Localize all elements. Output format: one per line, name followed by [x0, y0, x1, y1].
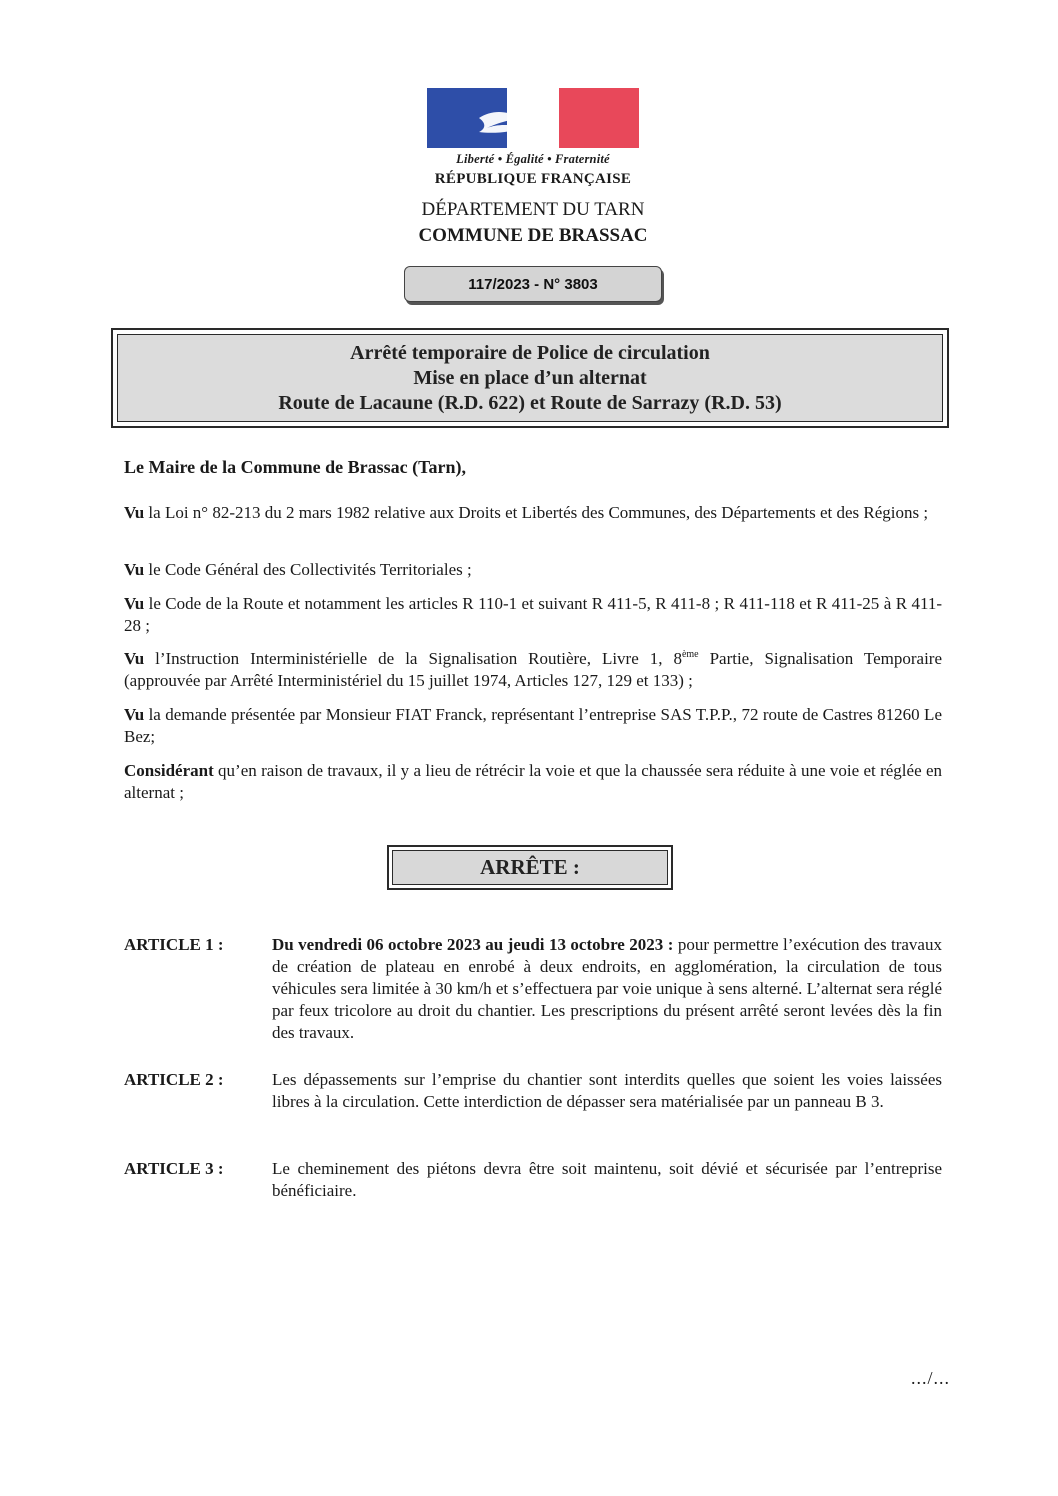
commune-name: COMMUNE DE BRASSAC [418, 225, 648, 246]
title-line-3: Route de Lacaune (R.D. 622) et Route de Sarrazy (R.D. 53) [278, 391, 782, 414]
consideration-text: la demande présentée par Monsieur FIAT Franck, représentant l’entreprise SAS T.P.P., 72 route de Castres 81260 Le Bez; [124, 705, 942, 746]
title-line-1: Arrêté temporaire de Police de circulation [350, 341, 710, 364]
article-text: Les dépassements sur l’emprise du chantier sont interdits quelles que soient les voies laissées libres à la circulation. Cette interdiction de dépasser sera matérialisée par un panneau B 3. [272, 1070, 942, 1111]
consideration-text: la Loi n° 82-213 du 2 mars 1982 relative aux Droits et Libertés des Communes, des Départements et des Régions ; [144, 503, 929, 522]
title-line-2: Mise en place d’un alternat [413, 366, 647, 389]
consideration-5 [124, 704, 942, 748]
consideration-keyword: Vu [124, 649, 145, 668]
article-3 [124, 1158, 942, 1202]
article-1 [124, 934, 942, 1044]
article-label: ARTICLE 3 : [124, 1159, 224, 1178]
consideration-keyword: Vu [124, 503, 145, 522]
reference-number-box [404, 266, 662, 302]
consideration-keyword: Considérant [124, 761, 214, 780]
decision-heading-box [387, 845, 673, 890]
mayor-intro: Le Maire de la Commune de Brassac (Tarn), [124, 457, 466, 477]
consideration-keyword: Vu [124, 705, 145, 724]
article-dates: Du vendredi 06 octobre 2023 au jeudi 13 octobre 2023 : [272, 935, 674, 954]
consideration-text: qu’en raison de travaux, il y a lieu de rétrécir la voie et que la chaussée sera réduite à une voie et réglée en alternat ; [124, 761, 942, 802]
consideration-keyword: Vu [124, 560, 145, 579]
marianne-logo [427, 88, 639, 148]
consideration-text: l’Instruction Interministérielle de la Signalisation Routière, Livre 1, 8 [144, 649, 682, 668]
page-continuation-marker: .../... [910, 1368, 950, 1388]
department-name: DÉPARTEMENT DU TARN [421, 199, 645, 220]
article-text: Le cheminement des piétons devra être soit maintenu, soit dévié et sécurisée par l’entreprise bénéficiaire. [272, 1159, 942, 1200]
ordinal-superscript: ème [681, 649, 699, 660]
consideration-4 [124, 648, 942, 692]
consideration-keyword: Vu [124, 594, 145, 613]
logo-red-band [559, 88, 639, 148]
decision-heading: ARRÊTE : [392, 850, 668, 885]
republic-motto: Liberté • Égalité • Fraternité [456, 152, 610, 166]
consideration-text-cont: Partie, Signalisation Temporaire (approuvée par Arrêté Interministériel du 15 juillet 1974, Articles 127, 129 et 133) ; [124, 649, 942, 690]
article-2 [124, 1069, 942, 1113]
consideration-2 [124, 559, 942, 581]
reference-number: 117/2023 - N° 3803 [468, 275, 598, 293]
article-label: ARTICLE 2 : [124, 1070, 224, 1089]
consideration-1 [124, 502, 942, 524]
consideration-text: le Code Général des Collectivités Territoriales ; [144, 560, 472, 579]
article-text [272, 934, 942, 1044]
article-body: pour permettre l’exécution des travaux de création de plateau en enrobé à deux endroits, en agglomération, la circulation de tous véhicules sera limitée à 30 km/h et s’effectuera par voie unique à sens alterné. L’alternat sera réglé par feux tricolore au droit du chantier. Les prescriptions du présent arrêté seront levées dès la fin des travaux. [272, 935, 942, 1042]
consideration-3 [124, 593, 942, 637]
consideration-text: le Code de la Route et notamment les articles R 110-1 et suivant R 411-5, R 411-8 ; R 411-118 et R 411-25 à R 411-28 ; [124, 594, 942, 635]
article-label: ARTICLE 1 : [124, 935, 224, 954]
consideration-6 [124, 760, 942, 804]
decree-title-box [111, 328, 949, 428]
republic-name: RÉPUBLIQUE FRANÇAISE [434, 171, 632, 187]
